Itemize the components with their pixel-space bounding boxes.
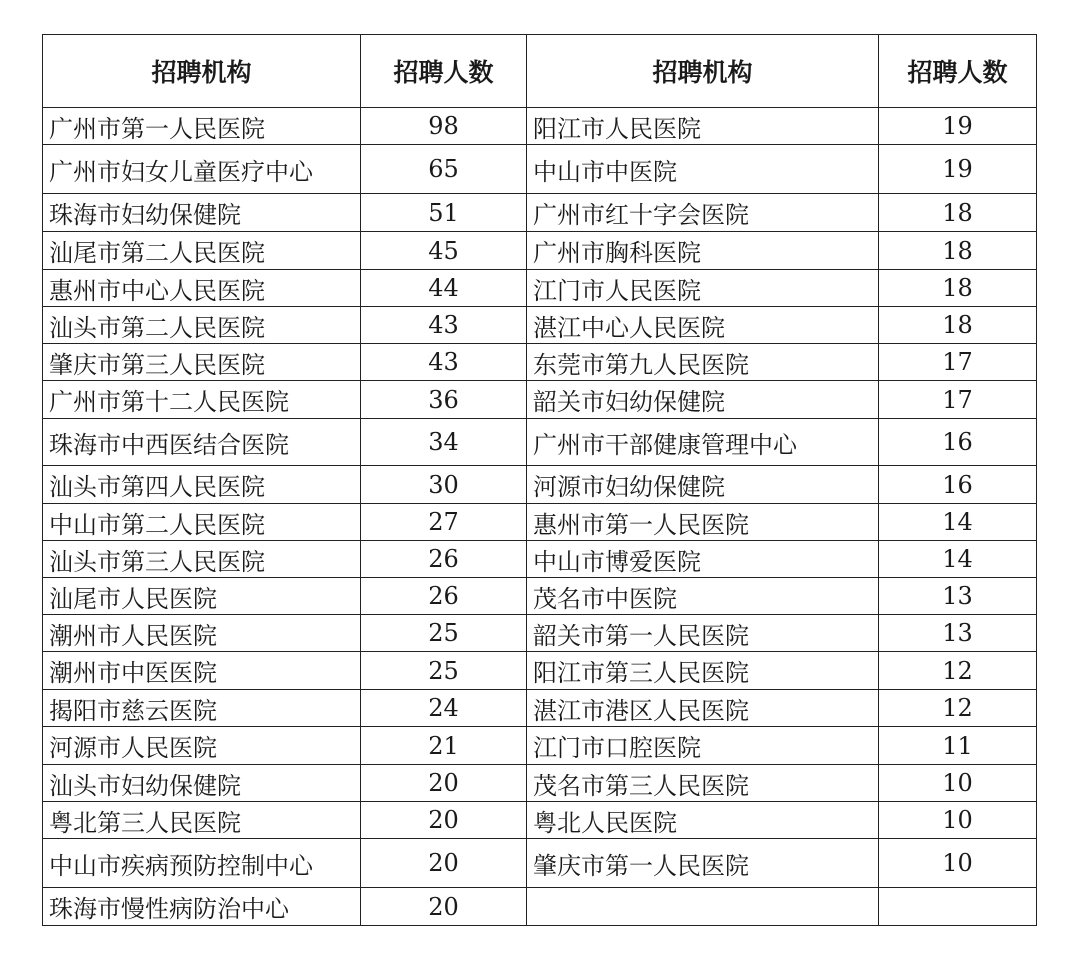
table-row [43, 270, 1037, 307]
count-left-cell: 45 [361, 232, 527, 270]
table-row [43, 652, 1037, 690]
count-right-cell: 10 [879, 802, 1037, 839]
institution-left-cell: 珠海市妇幼保健院 [43, 194, 361, 232]
institution-left-cell: 汕头市妇幼保健院 [43, 765, 361, 802]
table-row [43, 541, 1037, 578]
count-right-cell: 18 [879, 194, 1037, 232]
table-row [43, 381, 1037, 419]
institution-right-cell: 茂名市中医院 [527, 578, 879, 615]
count-right-cell: 16 [879, 419, 1037, 466]
institution-left-cell: 广州市第十二人民医院 [43, 381, 361, 419]
institution-left-cell: 中山市疾病预防控制中心 [43, 839, 361, 888]
table-row [43, 307, 1037, 344]
header-institution-left: 招聘机构 [43, 35, 361, 108]
header-count-left: 招聘人数 [361, 35, 527, 108]
institution-right-cell: 广州市干部健康管理中心 [527, 419, 879, 466]
institution-left-cell: 粤北第三人民医院 [43, 802, 361, 839]
count-right-cell: 11 [879, 727, 1037, 765]
count-left-cell: 25 [361, 615, 527, 652]
institution-right-cell [527, 888, 879, 926]
institution-left-cell: 广州市第一人民医院 [43, 108, 361, 145]
count-right-cell [879, 888, 1037, 926]
header-row [43, 35, 1037, 108]
count-right-cell: 13 [879, 578, 1037, 615]
institution-right-cell: 惠州市第一人民医院 [527, 504, 879, 541]
count-right-cell: 17 [879, 344, 1037, 381]
institution-right-cell: 韶关市妇幼保健院 [527, 381, 879, 419]
count-left-cell: 98 [361, 108, 527, 145]
table-row [43, 888, 1037, 926]
institution-right-cell: 湛江中心人民医院 [527, 307, 879, 344]
institution-right-cell: 东莞市第九人民医院 [527, 344, 879, 381]
count-right-cell: 19 [879, 108, 1037, 145]
table-row [43, 194, 1037, 232]
institution-left-cell: 汕尾市人民医院 [43, 578, 361, 615]
institution-left-cell: 河源市人民医院 [43, 727, 361, 765]
count-left-cell: 26 [361, 541, 527, 578]
count-left-cell: 24 [361, 690, 527, 727]
institution-right-cell: 河源市妇幼保健院 [527, 466, 879, 504]
count-left-cell: 27 [361, 504, 527, 541]
count-left-cell: 26 [361, 578, 527, 615]
table-body [43, 108, 1037, 926]
header-count-right: 招聘人数 [879, 35, 1037, 108]
institution-left-cell: 潮州市中医医院 [43, 652, 361, 690]
table-row [43, 466, 1037, 504]
institution-left-cell: 汕头市第三人民医院 [43, 541, 361, 578]
institution-right-cell: 广州市胸科医院 [527, 232, 879, 270]
count-right-cell: 10 [879, 765, 1037, 802]
table-row [43, 145, 1037, 194]
institution-right-cell: 粤北人民医院 [527, 802, 879, 839]
count-right-cell: 12 [879, 690, 1037, 727]
table-row [43, 615, 1037, 652]
count-right-cell: 14 [879, 541, 1037, 578]
count-left-cell: 36 [361, 381, 527, 419]
institution-left-cell: 中山市第二人民医院 [43, 504, 361, 541]
count-left-cell: 30 [361, 466, 527, 504]
count-left-cell: 20 [361, 839, 527, 888]
institution-left-cell: 揭阳市慈云医院 [43, 690, 361, 727]
count-left-cell: 65 [361, 145, 527, 194]
institution-left-cell: 汕尾市第二人民医院 [43, 232, 361, 270]
institution-right-cell: 江门市人民医院 [527, 270, 879, 307]
institution-left-cell: 汕头市第四人民医院 [43, 466, 361, 504]
institution-right-cell: 江门市口腔医院 [527, 727, 879, 765]
table-row [43, 504, 1037, 541]
count-right-cell: 19 [879, 145, 1037, 194]
count-right-cell: 13 [879, 615, 1037, 652]
count-right-cell: 18 [879, 270, 1037, 307]
institution-left-cell: 肇庆市第三人民医院 [43, 344, 361, 381]
institution-left-cell: 汕头市第二人民医院 [43, 307, 361, 344]
count-left-cell: 44 [361, 270, 527, 307]
count-right-cell: 10 [879, 839, 1037, 888]
institution-right-cell: 茂名市第三人民医院 [527, 765, 879, 802]
table-row [43, 802, 1037, 839]
institution-right-cell: 湛江市港区人民医院 [527, 690, 879, 727]
count-right-cell: 12 [879, 652, 1037, 690]
count-right-cell: 17 [879, 381, 1037, 419]
count-left-cell: 43 [361, 307, 527, 344]
count-right-cell: 18 [879, 307, 1037, 344]
table-row [43, 765, 1037, 802]
count-left-cell: 34 [361, 419, 527, 466]
institution-right-cell: 韶关市第一人民医院 [527, 615, 879, 652]
table-row [43, 344, 1037, 381]
count-left-cell: 25 [361, 652, 527, 690]
count-right-cell: 16 [879, 466, 1037, 504]
table-row [43, 839, 1037, 888]
count-left-cell: 20 [361, 802, 527, 839]
institution-left-cell: 惠州市中心人民医院 [43, 270, 361, 307]
table-row [43, 419, 1037, 466]
institution-right-cell: 阳江市人民医院 [527, 108, 879, 145]
count-right-cell: 18 [879, 232, 1037, 270]
table-row [43, 578, 1037, 615]
count-left-cell: 51 [361, 194, 527, 232]
table-row [43, 108, 1037, 145]
institution-left-cell: 珠海市中西医结合医院 [43, 419, 361, 466]
institution-right-cell: 中山市博爱医院 [527, 541, 879, 578]
count-left-cell: 20 [361, 888, 527, 926]
count-left-cell: 21 [361, 727, 527, 765]
header-institution-right: 招聘机构 [527, 35, 879, 108]
institution-right-cell: 肇庆市第一人民医院 [527, 839, 879, 888]
count-left-cell: 20 [361, 765, 527, 802]
table-row [43, 727, 1037, 765]
table-row [43, 232, 1037, 270]
count-right-cell: 14 [879, 504, 1037, 541]
institution-left-cell: 广州市妇女儿童医疗中心 [43, 145, 361, 194]
institution-right-cell: 广州市红十字会医院 [527, 194, 879, 232]
recruitment-table [42, 34, 1037, 926]
institution-right-cell: 中山市中医院 [527, 145, 879, 194]
institution-right-cell: 阳江市第三人民医院 [527, 652, 879, 690]
count-left-cell: 43 [361, 344, 527, 381]
table-row [43, 690, 1037, 727]
institution-left-cell: 珠海市慢性病防治中心 [43, 888, 361, 926]
institution-left-cell: 潮州市人民医院 [43, 615, 361, 652]
